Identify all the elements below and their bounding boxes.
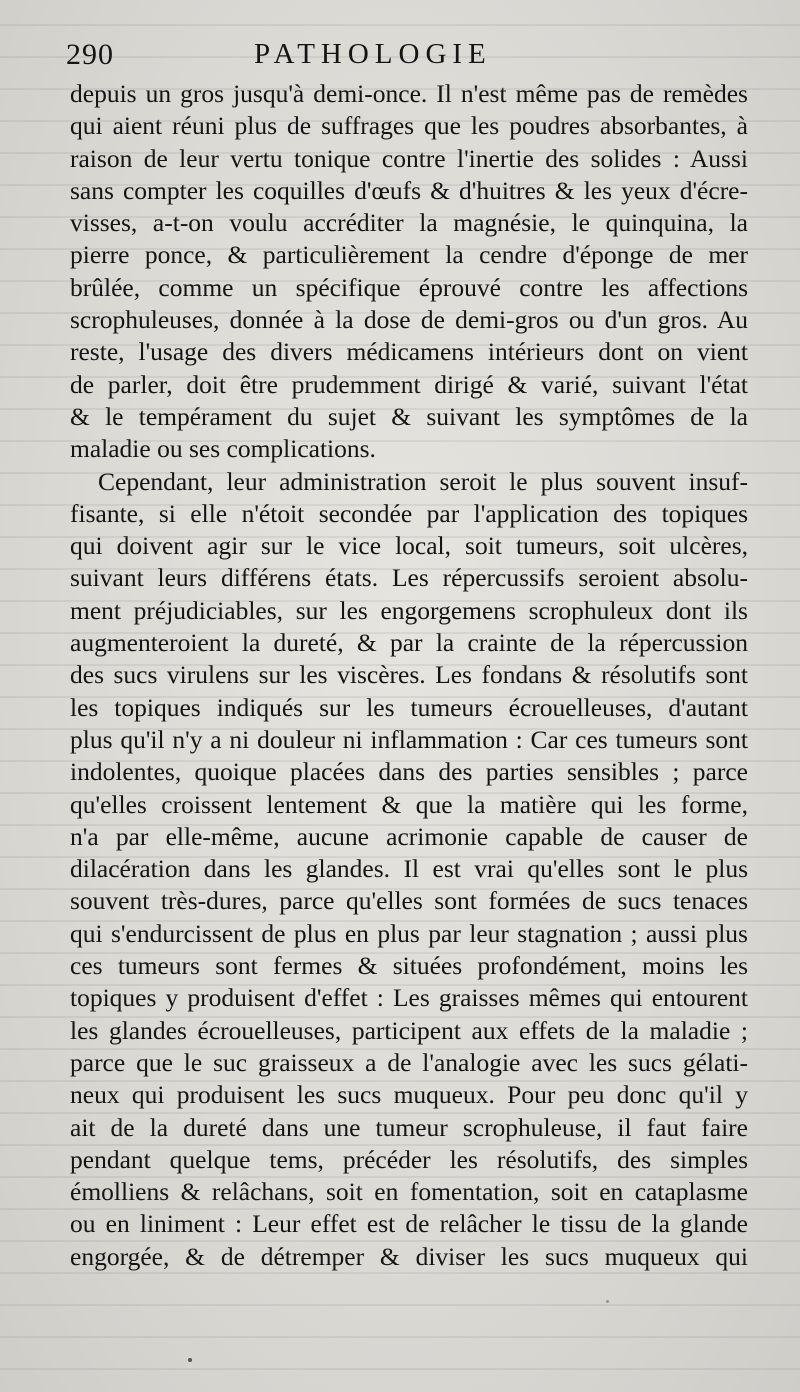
text-line: raison de leur vertu tonique contre l'inertie des solides : Aussi	[70, 143, 748, 173]
running-title: PATHOLOGIE	[254, 38, 492, 70]
page-number: 290	[66, 38, 114, 71]
text-line: n'a par elle-même, aucune acrimonie capable de causer de	[70, 821, 748, 851]
text-line: pendant quelque tems, précéder les résolutifs, des simples	[70, 1144, 748, 1174]
text-line: qui aient réuni plus de suffrages que les poudres absorbantes, à	[70, 111, 748, 141]
text-line: reste, l'usage des divers médicamens intérieurs dont on vient	[70, 337, 748, 367]
page-header	[66, 38, 766, 78]
text-line: ait de la dureté dans une tumeur scrophuleuse, il faut faire	[70, 1112, 748, 1142]
text-line: scrophuleuses, donnée à la dose de demi-gros ou d'un gros. Au	[70, 305, 748, 335]
text-line: visses, a-t-on voulu accréditer la magnésie, le quinquina, la	[70, 208, 748, 238]
paragraph-2	[70, 466, 748, 1273]
text-line: & le tempérament du sujet & suivant les symptômes de la	[70, 401, 748, 431]
text-line: topiques y produisent d'effet : Les graisses mêmes qui entourent	[70, 983, 748, 1013]
text-line: ces tumeurs sont fermes & situées profondément, moins les	[70, 951, 748, 981]
text-line: qu'elles croissent lentement & que la matière qui les forme,	[70, 789, 748, 819]
text-line: des sucs virulens sur les viscères. Les fondans & résolutifs sont	[70, 660, 748, 690]
text-line: maladie ou ses complications.	[70, 434, 376, 464]
text-line: qui doivent agir sur le vice local, soit tumeurs, soit ulcères,	[70, 531, 748, 561]
paper-speck	[606, 1300, 609, 1303]
text-line: engorgée, & de détremper & diviser les sucs muqueux qui	[70, 1241, 748, 1271]
text-line: Cependant, leur administration seroit le plus souvent insuf-	[98, 466, 748, 496]
text-line: suivant leurs différens états. Les répercussifs seroient absolu-	[70, 563, 748, 593]
paper-speck	[188, 1358, 192, 1362]
body-text	[70, 78, 748, 1273]
paragraph-1	[70, 78, 748, 466]
text-line: ment préjudiciables, sur les engorgemens scrophuleux dont ils	[70, 595, 748, 625]
text-line: plus qu'il n'y a ni douleur ni inflammation : Car ces tumeurs sont	[70, 724, 748, 754]
text-line: les glandes écrouelleuses, participent aux effets de la maladie ;	[70, 1015, 748, 1045]
text-line: de parler, doit être prudemment dirigé & varié, suivant l'état	[70, 369, 748, 399]
text-line: émolliens & relâchans, soit en fomentation, soit en cataplasme	[70, 1177, 748, 1207]
text-line: dilacération dans les glandes. Il est vrai qu'elles sont le plus	[70, 854, 748, 884]
text-line: depuis un gros jusqu'à demi-once. Il n'est même pas de remèdes	[70, 79, 748, 108]
text-line: souvent très-dures, parce qu'elles sont formées de sucs tenaces	[70, 886, 748, 916]
text-line: ou en liniment : Leur effet est de relâcher le tissu de la glande	[70, 1209, 748, 1239]
text-line: parce que le suc graisseux a de l'analogie avec les sucs gélati-	[70, 1047, 748, 1077]
text-line: qui s'endurcissent de plus en plus par leur stagnation ; aussi plus	[70, 918, 748, 948]
text-line: brûlée, comme un spécifique éprouvé contre les affections	[70, 272, 748, 302]
text-line: sans compter les coquilles d'œufs & d'huitres & les yeux d'écre-	[70, 175, 748, 205]
text-line: neux qui produisent les sucs muqueux. Pour peu donc qu'il y	[70, 1080, 748, 1110]
text-line: pierre ponce, & particulièrement la cendre d'éponge de mer	[70, 240, 748, 270]
text-line: augmenteroient la dureté, & par la crainte de la répercussion	[70, 628, 748, 658]
text-line: les topiques indiqués sur les tumeurs écrouelleuses, d'autant	[70, 692, 748, 722]
text-line: fisante, si elle n'étoit secondée par l'application des topiques	[70, 498, 748, 528]
text-line: indolentes, quoique placées dans des parties sensibles ; parce	[70, 757, 748, 787]
